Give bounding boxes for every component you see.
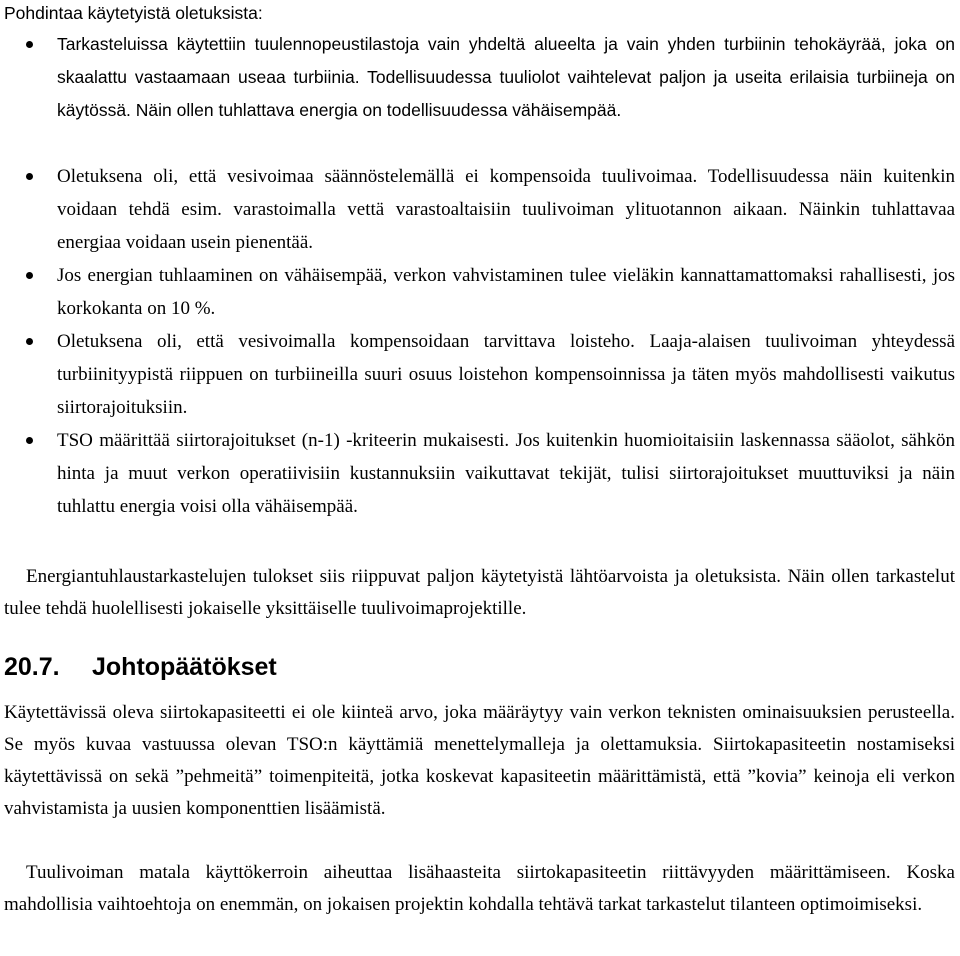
bullet-icon bbox=[26, 272, 33, 279]
list-item-text: TSO määrittää siirtorajoitukset (n-1) -kriteerin mukaisesti. Jos kuitenkin huomioitaisiin laskennassa sääolot, sähkön hinta ja muut verkon operatiivisiin kustannuksiin vaikuttavat tekijät, tulisi siirtorajoitukset muuttuviksi ja näin tuhlattu energia voisi olla vähäisempää. bbox=[57, 430, 955, 517]
list-item-text: Tarkasteluissa käytettiin tuulennopeustilastoja vain yhdeltä alueelta ja vain yhden turbiinin tehokäyrää, joka on skaalattu vastaamaan useaa turbiinia. Todellisuudessa tuuliolot vaihtelevat paljon ja useita erilaisia turbiineja on käytössä. Näin ollen tuhlattava energia on todellisuudessa vähäisempää. bbox=[57, 34, 955, 120]
section-title: Johtopäätökset bbox=[92, 653, 277, 681]
list-item-text: Oletuksena oli, että vesivoimalla kompensoidaan tarvittava loisteho. Laaja-alaisen tuulivoiman yhteydessä turbiinityypistä riippuen on turbiineilla suuri osuus loistehon kompensoinnissa ja täten myös mahdollisesti vaikutus siirtorajoituksiin. bbox=[57, 331, 955, 418]
list-item bbox=[0, 28, 955, 160]
section-heading bbox=[4, 647, 277, 687]
conclusions-paragraph: Käytettävissä oleva siirtokapasiteetti ei ole kiinteä arvo, joka määräytyy vain verkon teknisten ominaisuuksien perusteella. Se myös kuvaa vastuussa olevan TSO:n käyttämiä menettelymalleja ja olettamuksia. Siirtokapasiteetin nostamiseksi käytettävissä on sekä ”pehmeitä” toimenpiteitä, jotka koskevat kapasiteetin määrittämistä, että ”kovia” keinoja eli verkon vahvistamista ja uusien komponenttien lisäämistä. bbox=[4, 702, 955, 819]
section-number: 20.7. bbox=[4, 653, 60, 681]
list-item-text: Jos energian tuhlaaminen on vähäisempää, verkon vahvistaminen tulee vieläkin kannattamattomaksi rahallisesti, jos korkokanta on 10 %. bbox=[57, 265, 955, 319]
wind-power-paragraph: Tuulivoiman matala käyttökerroin aiheuttaa lisähaasteita siirtokapasiteetin riittävyyden määrittämiseen. Koska mahdollisia vaihtoehtoja on enemmän, on jokaisen projektin kohdalla tehtävä tarkat tarkastelut tilanteen optimoimiseksi. bbox=[4, 862, 955, 915]
assumptions-list bbox=[0, 28, 960, 523]
results-paragraph: Energiantuhlaustarkastelujen tulokset siis riippuvat paljon käytetyistä lähtöarvoista ja oletuksista. Näin ollen tarkastelut tulee tehdä huolellisesti jokaiselle yksittäiselle tuulivoimaprojektille. bbox=[4, 566, 955, 619]
bullet-icon bbox=[26, 338, 33, 345]
list-item bbox=[0, 325, 955, 424]
list-item-text: Oletuksena oli, että vesivoimaa säännöstelemällä ei kompensoida tuulivoimaa. Todellisuudessa näin kuitenkin voidaan tehdä esim. varastoimalla vettä varastoaltaisiin tuulivoiman ylituotannon aikaan. Näinkin tuhlattavaa energiaa voidaan usein pienentää. bbox=[57, 166, 955, 253]
bullet-icon bbox=[26, 173, 33, 180]
list-item bbox=[0, 160, 955, 259]
intro-heading: Pohdintaa käytetyistä oletuksista: bbox=[4, 3, 263, 23]
bullet-icon bbox=[26, 437, 33, 444]
list-item bbox=[0, 424, 955, 523]
list-item bbox=[0, 259, 955, 325]
bullet-icon bbox=[26, 41, 33, 48]
